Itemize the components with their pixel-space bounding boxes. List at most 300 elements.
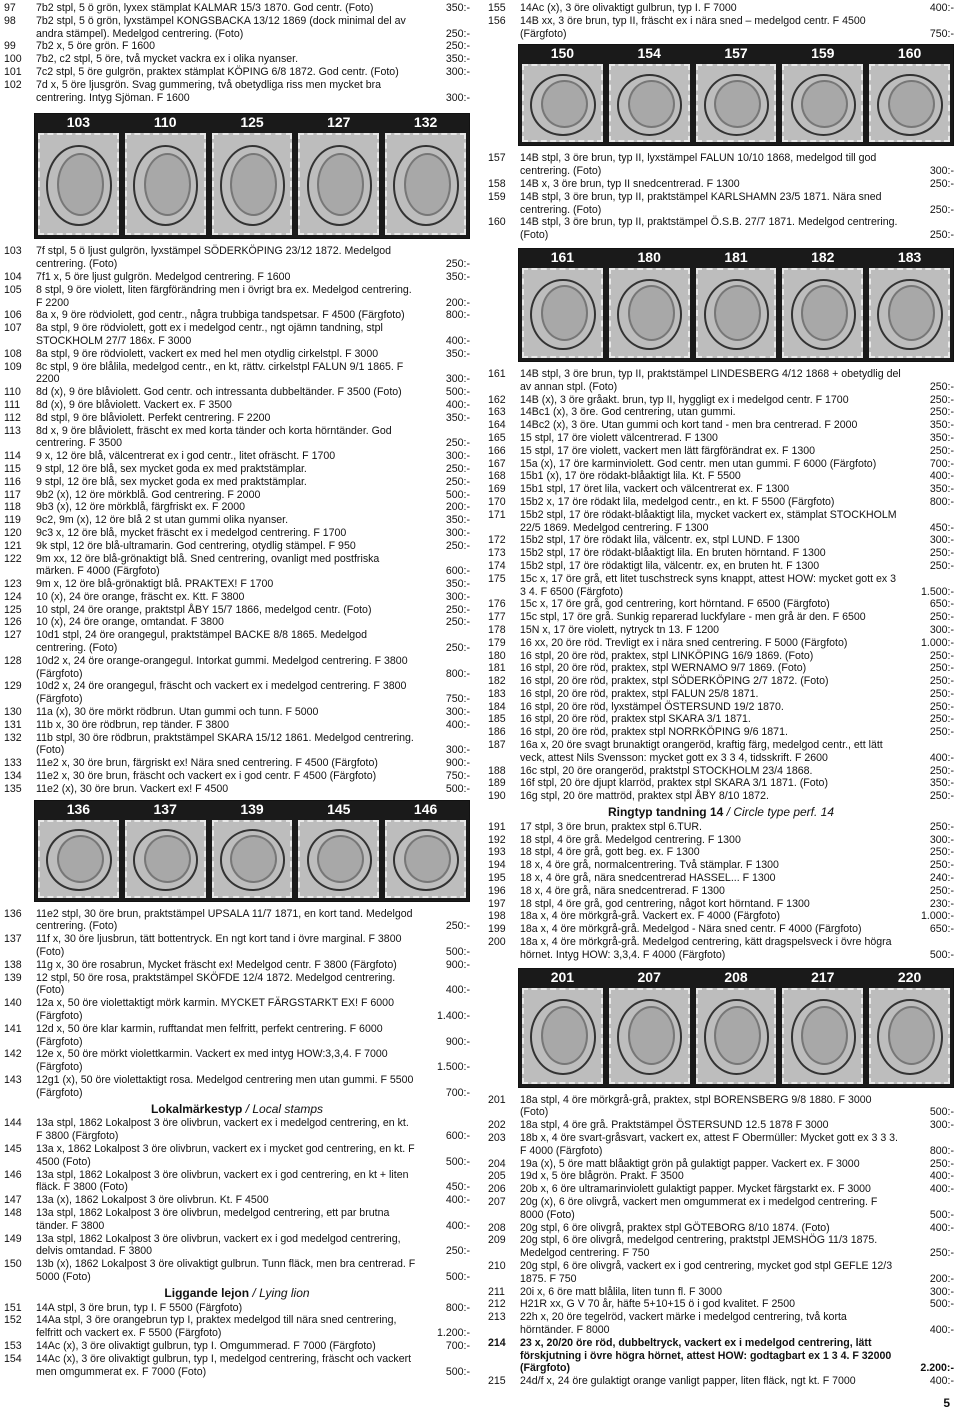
lot-entry bbox=[488, 1170, 954, 1183]
lot-price: 300:- bbox=[445, 450, 470, 463]
lot-description: 18a x, 4 öre mörkgrå-grå. Medelgod - Nära sned centr. F 4000 (Färgfoto) bbox=[520, 923, 862, 936]
lot-description: 20b x, 6 öre ultramarinviolett gulaktigt papper. Mycket färgstarkt ex. F 3000 bbox=[520, 1183, 871, 1196]
stamp-image bbox=[212, 820, 293, 898]
lot-price: 300:- bbox=[445, 526, 470, 539]
lot-number: 164 bbox=[488, 419, 506, 432]
lot-number: 127 bbox=[4, 629, 22, 642]
lot-entry bbox=[4, 412, 470, 425]
lot-description: 14Aa stpl, 3 öre orangebrun typ I, praktex medelgod till nära sned centrering, felfritt och vackert ex. F 5500 (Färgfoto) bbox=[36, 1314, 397, 1340]
lot-entry bbox=[488, 611, 954, 624]
lot-number: 132 bbox=[4, 731, 22, 744]
lot-description: 20g stpl, 6 öre olivgrå, vackert ex i god centrering, mycket god stpl GEFLE 12/3 1875. F 750 bbox=[520, 1259, 893, 1285]
lot-entry bbox=[488, 790, 954, 803]
lot-price: 400:- bbox=[445, 1194, 470, 1207]
photo-label: 201 bbox=[550, 968, 575, 985]
lot-price: 350:- bbox=[445, 347, 470, 360]
lot-description: 8a stpl, 9 öre rödviolett, gott ex i medelgod centr., ngt ojämn tandning, stpl STOCKHOLM 27/7 186x. F 3000 bbox=[36, 322, 383, 347]
lot-number: 214 bbox=[488, 1336, 506, 1349]
lot-description: 9b2 (x), 12 öre mörkblå. God centrering. F 2000 bbox=[36, 488, 261, 501]
lot-price: 500:- bbox=[445, 1270, 470, 1283]
lot-price: 600:- bbox=[445, 1130, 470, 1143]
lot-entry bbox=[488, 1260, 954, 1286]
lot-entry bbox=[488, 726, 954, 739]
lot-price: 1.500:- bbox=[437, 1061, 470, 1074]
lot-price: 250:- bbox=[929, 790, 954, 803]
lot-price: 350:- bbox=[929, 419, 954, 432]
lot-price: 250:- bbox=[929, 547, 954, 560]
page-number: 5 bbox=[943, 1396, 950, 1411]
lot-entry bbox=[4, 361, 470, 387]
lot-list bbox=[4, 245, 470, 795]
lot-price: 300:- bbox=[445, 373, 470, 386]
lot-description: 9c3 x, 12 öre blå, mycket fräscht ex i medelgod centrering. F 1700 bbox=[36, 526, 347, 539]
lot-description: 13a stpl, 1862 Lokalpost 3 öre olivbrun, medelgod centrering, ett par brutna tänder. F 3800 bbox=[36, 1206, 390, 1232]
lot-price: 350:- bbox=[445, 270, 470, 283]
lot-number: 110 bbox=[4, 386, 21, 399]
lot-price: 300:- bbox=[445, 744, 470, 757]
lot-number: 215 bbox=[488, 1375, 506, 1388]
lot-price: 1.400:- bbox=[437, 1010, 470, 1023]
lot-price: 400:- bbox=[445, 1219, 470, 1232]
lot-price: 500:- bbox=[445, 1155, 470, 1168]
lot-entry bbox=[488, 701, 954, 714]
lot-price: 750:- bbox=[445, 770, 470, 783]
lot-number: 166 bbox=[488, 444, 506, 457]
lot-description: 7b2 stpl, 5 ö grön, lyxex stämplat KALMAR 15/3 1870. God centr. (Foto) bbox=[36, 2, 374, 14]
lot-entry bbox=[4, 578, 470, 591]
lot-number: 100 bbox=[4, 53, 22, 66]
lot-description: 18 stpl, 4 öre grå, god centrering, något kort hörntand. F 1300 bbox=[520, 897, 810, 910]
lot-price: 500:- bbox=[445, 946, 470, 959]
lot-description: 8a x, 9 öre rödviolett, god centr., några trubbiga tandspetsar. F 4500 (Färgfoto) bbox=[36, 309, 405, 322]
lot-number: 169 bbox=[488, 483, 506, 496]
lot-number: 198 bbox=[488, 910, 506, 923]
lot-entry bbox=[4, 1302, 470, 1315]
stamp-image bbox=[696, 988, 777, 1084]
lot-price: 300:- bbox=[445, 590, 470, 603]
lot-description: 15N x, 17 öre violett, nytryck tn 13. F 1200 bbox=[520, 623, 720, 636]
lot-entry bbox=[488, 191, 954, 217]
lot-entry bbox=[488, 1222, 954, 1235]
lot-description: 15c x, 17 öre grå, ett litet tuschstreck syns knappt, attest HOW: mycket gott ex 3 3 4. F 6500 (Färgfoto) bbox=[520, 572, 897, 598]
lot-entry bbox=[4, 399, 470, 412]
lot-price: 350:- bbox=[445, 514, 470, 527]
lot-entry bbox=[488, 598, 954, 611]
lot-description: 18a stpl, 4 öre mörkgrå-grå, praktex, stpl BORENSBERG 9/8 1880. F 3000 (Foto) bbox=[520, 1093, 872, 1119]
lot-description: 18a x, 4 öre mörkgrå-grå. Medelgod centrering, kätt dragspelsveck i övre högra hörnet. Intyg HOW: 3,3,4. F 4000 (Färgfoto) bbox=[520, 936, 892, 961]
lot-price: 250:- bbox=[929, 229, 954, 242]
lot-number: 125 bbox=[4, 603, 22, 616]
lot-description: 13b (x), 1862 Lokalpost 3 öre olivaktigt gulbrun. Tunn fläck, men bra centrerad. F 5000 (Foto) bbox=[36, 1258, 416, 1283]
lot-description: 9m xx, 12 öre blå-grönaktigt blå. Sned centrering, ovanligt med postfriska märken. F 4000 (Färgfoto) bbox=[36, 552, 380, 578]
lot-description: 8d x, 9 öre blåviolett, fräscht ex med korta tänder och korta hörntänder. God centrering. F 3500 bbox=[36, 424, 392, 450]
lot-price: 500:- bbox=[445, 386, 470, 399]
lot-price: 1.500:- bbox=[921, 585, 954, 598]
lot-description: 18a x, 4 öre mörkgrå-grå. Vackert ex. F 4000 (Färgfoto) bbox=[520, 910, 781, 923]
lot-entry bbox=[4, 245, 470, 271]
lot-entry bbox=[4, 463, 470, 476]
photo-label: 180 bbox=[637, 248, 661, 265]
lot-entry bbox=[4, 66, 470, 79]
stamp-image bbox=[609, 64, 690, 142]
lot-price: 2.200:- bbox=[920, 1362, 954, 1375]
lot-entry bbox=[4, 1353, 470, 1379]
lot-entry bbox=[488, 368, 954, 394]
lot-entry bbox=[488, 458, 954, 471]
lot-description: 12a x, 50 öre violettaktigt mörk karmin. MYCKET FÄRGSTARKT EX! F 6000 (Färgfoto) bbox=[36, 997, 394, 1023]
lot-entry bbox=[4, 1340, 470, 1353]
lot-description: 14A stpl, 3 öre brun, typ I. F 5500 (Färgfoto) bbox=[36, 1301, 243, 1314]
lot-number: 138 bbox=[4, 958, 22, 971]
lot-description: 13a stpl, 1862 Lokalpost 3 öre olivbrun, vackert ex i god medelgod centrering, delvis omtandad. F 3800 bbox=[36, 1232, 401, 1258]
lot-entry bbox=[4, 553, 470, 579]
lot-number: 133 bbox=[4, 757, 22, 770]
right-column bbox=[488, 2, 954, 1388]
lot-description: 9k stpl, 12 öre blå-ultramarin. God centrering, otydlig stämpel. F 950 bbox=[36, 539, 356, 552]
lot-price: 400:- bbox=[929, 470, 954, 483]
stamp-image bbox=[522, 268, 603, 358]
lot-entry bbox=[4, 629, 470, 655]
lot-description: 15b2 x, 17 öre rödakt lila, medelgod centr., en kt. F 5500 (Färgfoto) bbox=[520, 495, 835, 508]
lot-description: 9 stpl, 12 öre blå, sex mycket goda ex med praktstämplar. bbox=[36, 475, 307, 488]
lot-price: 250:- bbox=[929, 713, 954, 726]
lot-number: 118 bbox=[4, 501, 21, 514]
stamp-image bbox=[298, 133, 379, 235]
lot-number: 104 bbox=[4, 270, 22, 283]
lot-entry bbox=[4, 1194, 470, 1207]
lot-number: 200 bbox=[488, 936, 506, 949]
lot-number: 181 bbox=[488, 662, 506, 675]
lot-number: 195 bbox=[488, 872, 506, 885]
lot-entry bbox=[4, 2, 470, 15]
lot-description: 14B stpl, 3 öre brun, typ II, lyxstämpel FALUN 10/10 1868, medelgod till god centrering. (Foto) bbox=[520, 152, 877, 178]
lot-price: 350:- bbox=[929, 777, 954, 790]
lot-entry bbox=[4, 322, 470, 348]
lot-description: 16 stpl, 20 öre röd, lyxstämpel ÖSTERSUND 19/2 1870. bbox=[520, 700, 784, 713]
lot-price: 500:- bbox=[929, 1208, 954, 1221]
lot-price: 350:- bbox=[929, 431, 954, 444]
stamp-image bbox=[782, 64, 863, 142]
lot-number: 121 bbox=[4, 539, 22, 552]
lot-entry bbox=[488, 1132, 954, 1158]
lot-entry bbox=[488, 1234, 954, 1260]
lot-price: 350:- bbox=[445, 53, 470, 66]
lot-number: 202 bbox=[488, 1119, 506, 1132]
lot-description: 14Bc1 (x), 3 öre. God centrering, utan gummi. bbox=[520, 406, 736, 419]
photo-label: 207 bbox=[637, 968, 661, 985]
stamp-image bbox=[38, 820, 119, 898]
lot-description: 16 stpl, 20 öre röd, praktex stpl SKARA 3/1 1871. bbox=[520, 713, 751, 726]
lot-entry bbox=[4, 309, 470, 322]
lot-number: 150 bbox=[4, 1258, 22, 1271]
lot-price: 900:- bbox=[445, 757, 470, 770]
lot-entry bbox=[488, 15, 954, 41]
lot-description: 20i x, 6 öre matt blålila, liten tunn fl. F 3000 bbox=[520, 1285, 722, 1298]
lot-number: 124 bbox=[4, 590, 22, 603]
lot-entry bbox=[4, 972, 470, 998]
lot-price: 700:- bbox=[445, 1086, 470, 1099]
lot-number: 179 bbox=[488, 636, 506, 649]
lot-entry bbox=[4, 732, 470, 758]
lot-price: 750:- bbox=[445, 693, 470, 706]
lot-description: 8a stpl, 9 öre rödviolett, vackert ex med hel men otydlig cirkelstpl. F 3000 bbox=[36, 347, 379, 360]
section-heading: Ringtyp tandning 14 / Circle type perf. 14 bbox=[607, 805, 835, 820]
lot-number: 113 bbox=[4, 424, 21, 437]
lot-entry bbox=[4, 284, 470, 310]
photo-label: 110 bbox=[153, 114, 177, 131]
lot-number: 112 bbox=[4, 411, 21, 424]
lot-price: 250:- bbox=[445, 1245, 470, 1258]
lot-number: 209 bbox=[488, 1234, 506, 1247]
lot-price: 400:- bbox=[929, 1170, 954, 1183]
lot-number: 154 bbox=[4, 1352, 22, 1365]
lot-number: 142 bbox=[4, 1048, 22, 1061]
photo-label: 157 bbox=[724, 45, 748, 62]
lot-price: 250:- bbox=[929, 675, 954, 688]
lot-price: 400:- bbox=[929, 1323, 954, 1336]
lot-number: 160 bbox=[488, 216, 506, 229]
lot-number: 171 bbox=[488, 508, 506, 521]
lot-entry bbox=[4, 680, 470, 706]
lot-price: 300:- bbox=[445, 65, 470, 78]
lot-entry bbox=[488, 662, 954, 675]
lot-entry bbox=[4, 476, 470, 489]
stamp-image bbox=[125, 820, 206, 898]
lot-price: 250:- bbox=[929, 393, 954, 406]
lot-number: 129 bbox=[4, 680, 22, 693]
lot-entry bbox=[488, 675, 954, 688]
lot-number: 136 bbox=[4, 907, 22, 920]
photo-label: 132 bbox=[413, 114, 438, 131]
lot-number: 140 bbox=[4, 997, 22, 1010]
lot-number: 190 bbox=[488, 790, 506, 803]
lot-number: 122 bbox=[4, 552, 22, 565]
lot-number: 165 bbox=[488, 431, 506, 444]
photo-label: 182 bbox=[811, 248, 835, 265]
lot-price: 250:- bbox=[929, 177, 954, 190]
section-heading: Liggande lejon / Lying lion bbox=[164, 1285, 310, 1300]
lot-number: 153 bbox=[4, 1339, 22, 1352]
lot-entry bbox=[488, 688, 954, 701]
lot-price: 1.000:- bbox=[921, 910, 954, 923]
lot-description: 7c2 stpl, 5 öre gulgrön, praktex stämplat KÖPING 6/8 1872. God centr. (Foto) bbox=[36, 65, 399, 78]
lot-description: 11b stpl, 30 öre rödbrun, praktstämpel SKARA 15/12 1861. Medelgod centrering. (Foto) bbox=[36, 731, 414, 757]
lot-number: 191 bbox=[488, 820, 506, 833]
lot-entry bbox=[488, 470, 954, 483]
lot-price: 250:- bbox=[445, 462, 470, 475]
lot-entry bbox=[4, 616, 470, 629]
lot-number: 199 bbox=[488, 923, 506, 936]
lot-number: 152 bbox=[4, 1314, 22, 1327]
lot-number: 141 bbox=[4, 1022, 22, 1035]
lot-entry bbox=[4, 591, 470, 604]
stamp-image bbox=[869, 268, 950, 358]
lot-entry bbox=[4, 425, 470, 451]
lot-number: 178 bbox=[488, 623, 506, 636]
lot-price: 400:- bbox=[929, 1183, 954, 1196]
lot-description: 13a stpl, 1862 Lokalpost 3 öre olivbrun, vackert ex i medelgod centrering, en kt. F 3800 (Färgfoto) bbox=[36, 1117, 409, 1143]
lot-list bbox=[4, 1117, 470, 1283]
lot-number: 194 bbox=[488, 859, 506, 872]
lot-number: 184 bbox=[488, 700, 506, 713]
lot-number: 182 bbox=[488, 675, 506, 688]
lot-number: 137 bbox=[4, 933, 22, 946]
lot-number: 155 bbox=[488, 2, 506, 14]
lot-description: 7f stpl, 5 ö ljust gulgrön, lyxstämpel SÖDERKÖPING 23/12 1872. Medelgod centrering. (Foto) bbox=[36, 245, 392, 271]
lot-description: 18 x, 4 öre grå, nära snedcentrerad. F 1300 bbox=[520, 884, 725, 897]
lot-description: 15c x, 17 öre grå, god centrering, kort hörntand. F 6500 (Färgfoto) bbox=[520, 598, 830, 611]
lot-number: 128 bbox=[4, 654, 22, 667]
lot-description: 11g x, 30 öre rosabrun, Mycket fräscht ex! Medelgod centr. F 3800 (Färgfoto) bbox=[36, 958, 397, 971]
stamp-image bbox=[385, 133, 466, 235]
lot-price: 650:- bbox=[929, 598, 954, 611]
lot-number: 177 bbox=[488, 611, 506, 624]
lot-price: 400:- bbox=[445, 398, 470, 411]
lot-price: 800:- bbox=[445, 1301, 470, 1314]
lot-price: 300:- bbox=[445, 706, 470, 719]
lot-number: 158 bbox=[488, 177, 506, 190]
lot-price: 200:- bbox=[445, 501, 470, 514]
lot-number: 205 bbox=[488, 1170, 506, 1183]
lot-price: 250:- bbox=[929, 846, 954, 859]
stamp-image bbox=[782, 988, 863, 1084]
lot-entry bbox=[4, 450, 470, 463]
lot-description: 17 stpl, 3 öre brun, praktex stpl 6.TUR. bbox=[520, 820, 702, 833]
lot-number: 105 bbox=[4, 283, 22, 296]
lot-description: 13a x, 1862 Lokalpost 3 öre olivbrun, vackert ex i mycket god centrering, en kt. F 4500 (Foto) bbox=[36, 1142, 415, 1168]
lot-description: 10 (x), 24 öre orange, fräscht ex. Ktt. F 3800 bbox=[36, 590, 245, 603]
lot-number: 183 bbox=[488, 687, 506, 700]
lot-price: 450:- bbox=[445, 1181, 470, 1194]
lot-entry bbox=[4, 15, 470, 41]
lot-number: 204 bbox=[488, 1157, 506, 1170]
lot-description: 9c2, 9m (x), 12 öre blå 2 st utan gummi olika nyanser. bbox=[36, 514, 289, 527]
stamp-image bbox=[696, 268, 777, 358]
lot-entry bbox=[4, 1207, 470, 1233]
lot-number: 149 bbox=[4, 1232, 22, 1245]
lot-number: 144 bbox=[4, 1117, 22, 1130]
lot-number: 117 bbox=[4, 488, 21, 501]
lot-description: 14Ac (x), 3 öre olivaktigt gulbrun, typ I. F 7000 bbox=[520, 2, 737, 14]
lot-entry bbox=[488, 560, 954, 573]
stamp-image bbox=[609, 268, 690, 358]
lot-number: 120 bbox=[4, 526, 22, 539]
photo-label: 220 bbox=[897, 968, 922, 985]
lot-price: 250:- bbox=[929, 611, 954, 624]
stamp-image bbox=[782, 268, 863, 358]
lot-price: 800:- bbox=[445, 667, 470, 680]
lot-number: 189 bbox=[488, 777, 506, 790]
lot-price: 1.000:- bbox=[921, 636, 954, 649]
lot-price: 250:- bbox=[929, 203, 954, 216]
lot-price: 400:- bbox=[445, 718, 470, 731]
lot-number: 114 bbox=[4, 450, 21, 463]
lot-description: 14Ac (x), 3 öre olivaktigt gulbrun, typ I. Omgummerad. F 7000 (Färgfoto) bbox=[36, 1339, 376, 1352]
lot-description: 16 stpl, 20 öre röd, praktex, stpl WERNAMO 9/7 1869. (Foto) bbox=[520, 662, 807, 675]
lot-price: 250:- bbox=[445, 920, 470, 933]
lot-price: 900:- bbox=[445, 958, 470, 971]
stamp-image bbox=[522, 988, 603, 1084]
lot-number: 207 bbox=[488, 1196, 506, 1208]
lot-number: 103 bbox=[4, 245, 22, 258]
lot-price: 900:- bbox=[445, 1035, 470, 1048]
lot-number: 98 bbox=[4, 14, 16, 27]
lot-number: 163 bbox=[488, 406, 506, 419]
lot-entry bbox=[4, 783, 470, 796]
lot-price: 350:- bbox=[445, 2, 470, 14]
photo-label: 145 bbox=[327, 800, 351, 817]
lot-description: 16 stpl, 20 öre röd, praktex, stpl SÖDERKÖPING 2/7 1872. (Foto) bbox=[520, 675, 829, 688]
lot-description: 12g1 (x), 50 öre violettaktigt rosa. Medelgod centrering men utan gummi. F 5500 (Färgfoto) bbox=[36, 1074, 414, 1099]
lot-price: 200:- bbox=[929, 1272, 954, 1285]
lot-description: 14B (x), 3 öre gråakt. brun, typ II, hyggligt ex i medelgod centr. F 1700 bbox=[520, 393, 849, 406]
lot-entry bbox=[488, 637, 954, 650]
lot-description: 15b1 stpl, 17 öret lila, vackert och välcentrerat ex. F 1300 bbox=[520, 483, 790, 496]
lot-description: 15c stpl, 17 öre grå. Sunkig reparerad luckfylare - men grå är den. F 6500 bbox=[520, 611, 866, 624]
lot-description: 18 x, 4 öre grå, normalcentrering. Två stämplar. F 1300 bbox=[520, 859, 779, 872]
lot-number: 102 bbox=[4, 78, 22, 91]
lot-description: 12e x, 50 öre mörkt violettkarmin. Vackert ex med intyg HOW:3,3,4. F 7000 (Färgfoto) bbox=[36, 1048, 388, 1074]
lot-entry bbox=[488, 1158, 954, 1171]
lot-description: 18 x, 4 öre grå, nära snedcentrerad HASSEL... F 1300 bbox=[520, 872, 776, 885]
lot-entry bbox=[488, 765, 954, 778]
lot-number: 101 bbox=[4, 65, 22, 78]
lot-entry bbox=[4, 1169, 470, 1195]
lot-number: 162 bbox=[488, 393, 506, 406]
photo-label: 208 bbox=[724, 968, 748, 985]
lot-list bbox=[488, 821, 954, 962]
lot-number: 167 bbox=[488, 457, 506, 470]
lot-description: 12d x, 50 öre klar karmin, rufftandat men felfritt, perfekt centrering. F 6000 (Färgfoto) bbox=[36, 1022, 383, 1048]
lot-description: 16g stpl, 20 öre mattröd, praktex stpl ÅBY 8/10 1872. bbox=[520, 790, 769, 803]
lot-price: 800:- bbox=[445, 309, 470, 322]
lot-entry bbox=[488, 650, 954, 663]
lot-entry bbox=[488, 406, 954, 419]
lot-price: 500:- bbox=[445, 782, 470, 795]
lot-list bbox=[4, 908, 470, 1100]
lot-number: 156 bbox=[488, 14, 506, 27]
lot-entry bbox=[488, 534, 954, 547]
lot-description: 9m x, 12 öre blå-grönaktigt blå. PRAKTEX! F 1700 bbox=[36, 578, 274, 591]
lot-number: 212 bbox=[488, 1298, 506, 1311]
lot-entry bbox=[488, 910, 954, 923]
lot-price: 800:- bbox=[929, 1144, 954, 1157]
lot-description: H21R xx, G V 70 år, häfte 5+10+15 ö i god kvalitet. F 2500 bbox=[520, 1298, 796, 1311]
lot-number: 146 bbox=[4, 1168, 22, 1181]
lot-entry bbox=[4, 1314, 470, 1340]
lot-description: 15b2 stpl, 17 öre rödakt-blåaktigt lila, mycket vackert ex, stämplat STOCKHOLM 22/5 1869. Medelgod centrering. F 1300 bbox=[520, 508, 897, 534]
lot-entry bbox=[4, 386, 470, 399]
stamp-image bbox=[38, 133, 119, 235]
lot-number: 180 bbox=[488, 649, 506, 662]
lot-entry bbox=[488, 936, 954, 962]
lot-price: 250:- bbox=[929, 1247, 954, 1260]
lot-description: 13a stpl, 1862 Lokalpost 3 öre olivbrun, vackert ex i god centrering, en kt + liten fläck. F 3800 (Foto) bbox=[36, 1168, 409, 1194]
lot-list bbox=[488, 2, 954, 40]
lot-number: 168 bbox=[488, 470, 506, 483]
lot-number: 210 bbox=[488, 1259, 506, 1272]
lot-price: 400:- bbox=[445, 984, 470, 997]
lot-description: 7b2 x, 5 öre grön. F 1600 bbox=[36, 40, 155, 53]
lot-price: 250:- bbox=[929, 726, 954, 739]
lot-entry bbox=[4, 53, 470, 66]
lot-number: 131 bbox=[4, 718, 22, 731]
lot-entry bbox=[488, 509, 954, 535]
photo-label: 125 bbox=[240, 114, 264, 131]
lot-description: 11e2 stpl, 30 öre brun, praktstämpel UPSALA 11/7 1871, en kort tand. Medelgod centrering. (Foto) bbox=[36, 907, 413, 933]
lot-price: 250:- bbox=[929, 649, 954, 662]
lot-number: 109 bbox=[4, 360, 22, 373]
